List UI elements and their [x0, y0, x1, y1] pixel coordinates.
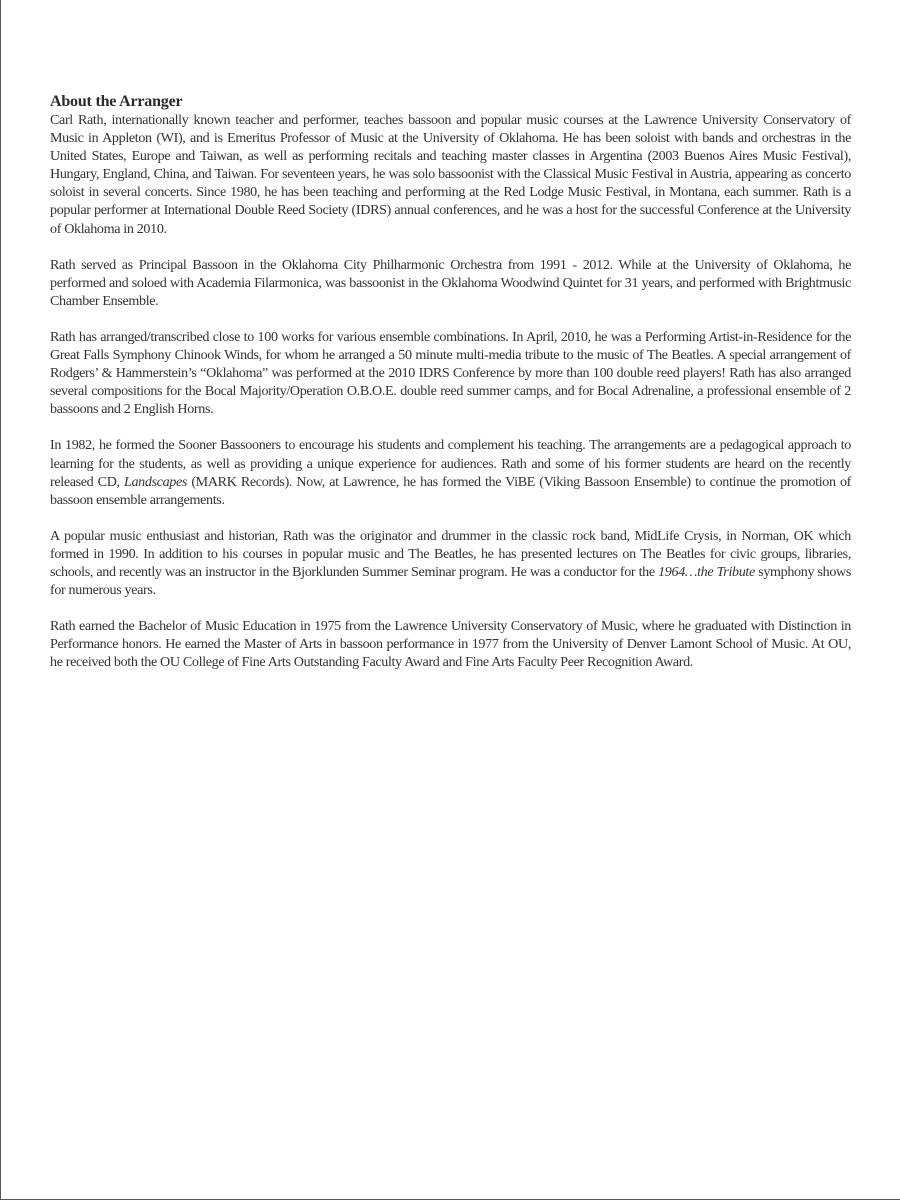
show-title: 1964…the Tribute — [658, 563, 755, 580]
paragraph-bio-intro: Carl Rath, internationally known teacher and performer, teaches bassoon and popular music courses at the Lawrence University Conservatory of Music in Appleton (WI), and is Emeritus Professor of Music at the University of Oklahoma. He has been soloist with bands and orchestras in the United States, Europe and Taiwan, as well as performing recitals and teaching master classes in Argentina (2003 Buenos Aires Music Festival), Hungary, England, China, and Taiwan. For seventeen years, he was solo bassoonist with the Classical Music Festival in Austria, appearing as concerto soloist in several concerts. Since 1980, he has been teaching and performing at the Red Lodge Music Festival, in Montana, each summer. Rath is a popular performer at International Double Reed Society (IDRS) annual conferences, and he was a host for the successful Conference at the University of Oklahoma in 2010. — [50, 112, 851, 237]
paragraph-popular-music — [50, 527, 851, 599]
paragraph-sooner-bassooners — [50, 436, 851, 508]
paragraph-text: A popular music enthusiast and historian, Rath was the originator and drummer in the classic rock band, MidLife Crysis, in Norman, OK which formed in 1990. In addition to his courses in popular music and The Beatles, he has presented lectures on The Beatles for civic groups, libraries, schools, and recently was an instructor in the Bjorklunden Summer Seminar program. He was a conductor for the — [50, 527, 851, 580]
paragraph-education: Rath earned the Bachelor of Music Education in 1975 from the Lawrence University Conservatory of Music, where he graduated with Distinction in Performance honors. He earned the Master of Arts in bassoon performance in 1977 from the University of Denver Lamont School of Music. At OU, he received both the OU College of Fine Arts Outstanding Faculty Award and Fine Arts Faculty Peer Recognition Award. — [50, 618, 851, 671]
paragraph-orchestra: Rath served as Principal Bassoon in the Oklahoma City Philharmonic Orchestra from 1991 - 2012. While at the University of Oklahoma, he performed and soloed with Academia Filarmonica, was bassoonist in the Oklahoma Woodwind Quintet for 31 years, and performed with Brightmusic Chamber Ensemble. — [50, 256, 851, 309]
paragraph-arrangements: Rath has arranged/transcribed close to 100 works for various ensemble combinations. In April, 2010, he was a Performing Artist-in-Residence for the Great Falls Symphony Chinook Winds, for whom he arranged a 50 minute multi-media tribute to the music of The Beatles. A special arrangement of Rodgers’ & Hammerstein’s “Oklahoma” was performed at the 2010 IDRS Conference by more than 100 double reed players! Rath has also arranged several compositions for the Bocal Majority/Operation O.B.O.E. double reed summer camps, and for Bocal Adrenaline, a professional ensemble of 2 bassoons and 2 English Horns. — [50, 328, 851, 418]
paragraph-text: symphony shows for numerous years. — [50, 563, 851, 599]
page-border-left — [0, 0, 1, 1200]
paragraph-text: (MARK Records). Now, at Lawrence, he has formed the ViBE (Viking Bassoon Ensemble) to continue the promotion of bassoon ensemble arrangements. — [50, 473, 852, 508]
album-title: Landscapes — [123, 473, 188, 490]
document-body — [50, 92, 851, 689]
section-heading: About the Arranger — [50, 93, 183, 110]
paragraph-text: In 1982, he formed the Sooner Bassooners to encourage his students and complement his teaching. The arrangements are a pedagogical approach to learning for the students, as well as providing a unique experience for audiences. Rath and some of his former students are heard on the recently released CD, — [50, 437, 851, 490]
